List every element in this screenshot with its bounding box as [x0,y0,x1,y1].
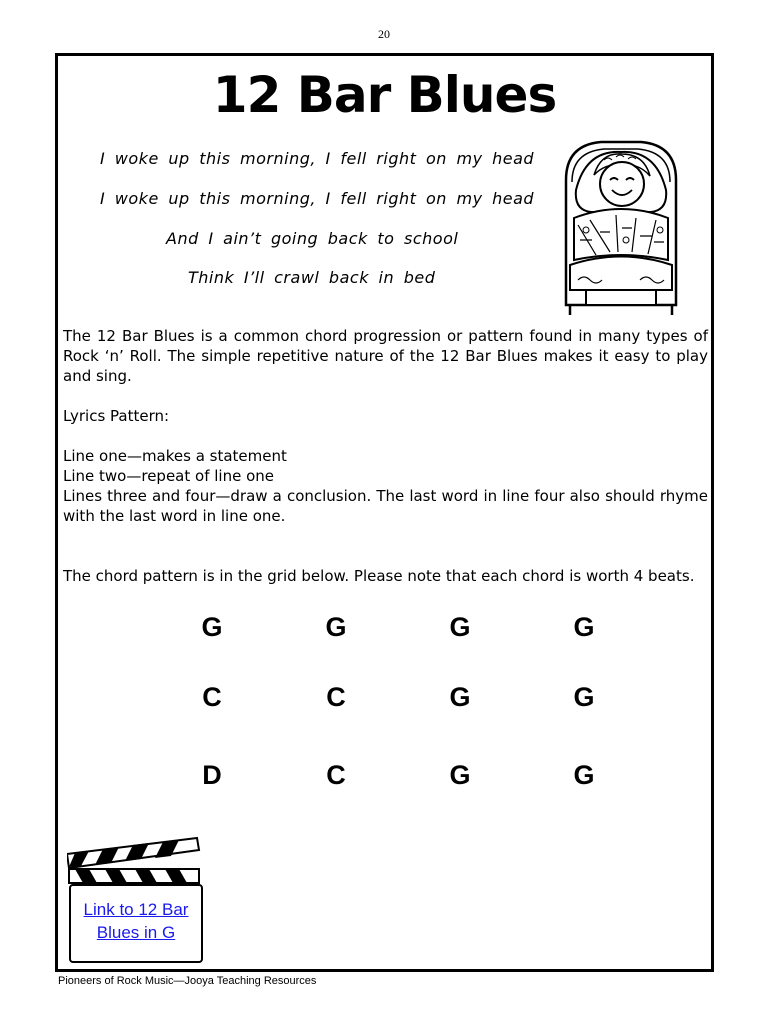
chord-cell: G [573,612,595,642]
intro-paragraph: The 12 Bar Blues is a common chord progression or pattern found in many types of Rock ‘n’ Roll. The simple repetitive nature of the 12 Bar Blues makes it easy to play and sing. [63,327,708,385]
chord-cell: G [449,682,471,712]
chord-cell: D [202,760,222,790]
clapperboard [67,836,202,966]
blues-link-line-1[interactable]: Link to 12 Bar [83,900,189,919]
clapperboard-icon [67,836,202,886]
footer-text: Pioneers of Rock Music—Jooya Teaching Resources [58,975,317,987]
lyric-line-4: Think I’ll crawl back in bed [188,268,436,287]
link-panel [69,884,203,963]
lyrics-pattern-heading: Lyrics Pattern: [63,407,170,425]
pattern-line-3: Lines three and four—draw a conclusion. The last word in line four also should rhyme with the last word in line one. [63,487,708,525]
child-in-bed-illustration [556,130,686,315]
chord-cell: G [449,612,471,642]
pattern-line-1: Line one—makes a statement [63,447,287,465]
lyric-line-2: I woke up this morning, I fell right on my head [100,189,535,208]
chord-cell: G [325,612,347,642]
pattern-line-2: Line two—repeat of line one [63,467,274,485]
chord-note: The chord pattern is in the grid below. Please note that each chord is worth 4 beats. [63,567,695,585]
chord-cell: G [201,612,223,642]
blues-link-line-2[interactable]: Blues in G [96,923,176,942]
lyric-line-3: And I ain’t going back to school [166,229,459,248]
chord-cell: G [573,760,595,790]
worksheet-frame [55,53,714,972]
chord-cell: G [573,682,595,712]
page-title: 12 Bar Blues [212,66,557,124]
chord-cell: C [326,682,346,712]
page-number: 20 [378,27,390,41]
chord-cell: G [449,760,471,790]
lyric-line-1: I woke up this morning, I fell right on my head [100,149,535,168]
chord-cell: C [202,682,222,712]
chord-cell: C [326,760,346,790]
